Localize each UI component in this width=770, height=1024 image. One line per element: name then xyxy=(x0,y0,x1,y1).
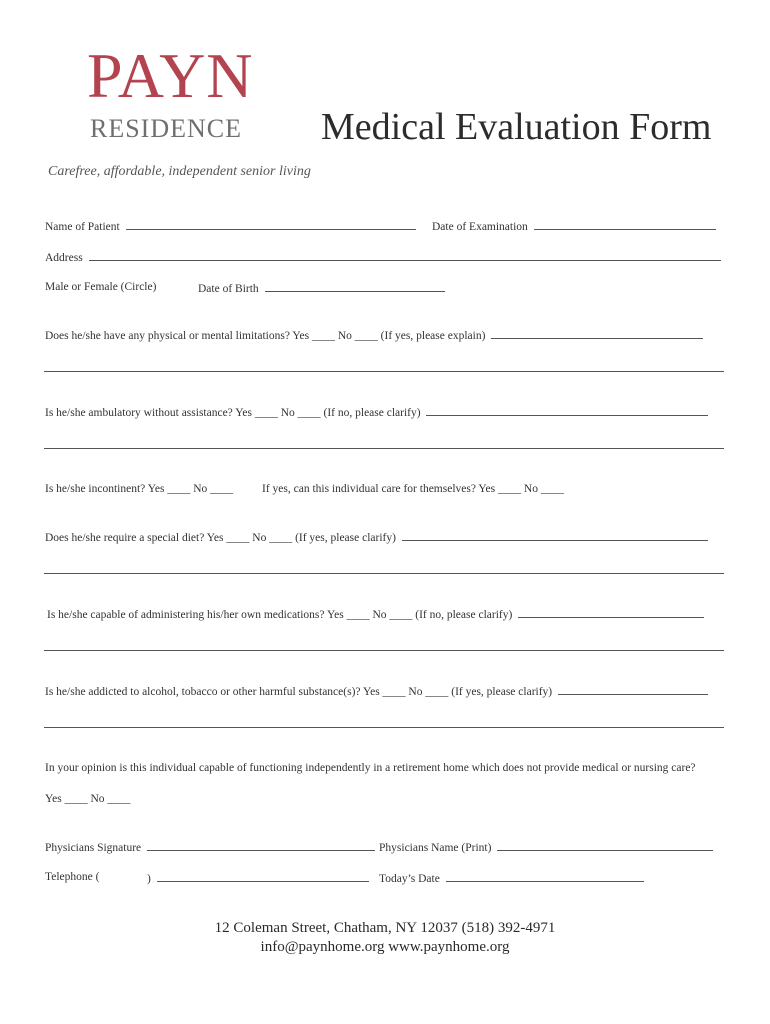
todays-date-field[interactable] xyxy=(446,871,644,882)
question-independent-living: In your opinion is this individual capable of functioning independently in a retirement home which does not provide medical or nursing care? xyxy=(45,762,696,774)
answer-line[interactable] xyxy=(44,727,724,728)
telephone-paren: ) xyxy=(147,873,151,885)
question-text: Is he/she ambulatory without assistance? Yes ____ No ____ (If no, please clarify) xyxy=(45,407,421,419)
address-field[interactable] xyxy=(89,250,721,261)
date-of-examination-field[interactable] xyxy=(534,219,716,230)
independent-living-answer[interactable]: Yes ____ No ____ xyxy=(45,793,131,805)
date-of-birth-label: Date of Birth xyxy=(198,283,259,295)
telephone-label: Telephone ( xyxy=(45,871,100,883)
sex-label[interactable]: Male or Female (Circle) xyxy=(45,281,157,293)
date-of-birth-field[interactable] xyxy=(265,281,445,292)
question-ambulatory xyxy=(45,405,708,419)
tagline: Carefree, affordable, independent senior living xyxy=(48,164,311,179)
answer-line[interactable] xyxy=(44,448,724,449)
address-row xyxy=(45,250,721,264)
footer-contact: info@paynhome.org www.paynhome.org xyxy=(260,939,510,955)
physician-name-field[interactable] xyxy=(497,840,713,851)
answer-line[interactable] xyxy=(44,371,724,372)
question-incontinent: Is he/she incontinent? Yes ____ No ____ xyxy=(45,483,234,495)
todays-date-row xyxy=(379,871,644,885)
question-addiction xyxy=(45,684,708,698)
date-of-birth-row xyxy=(198,281,445,295)
footer-address: 12 Coleman Street, Chatham, NY 12037 (518) 392-4971 xyxy=(214,920,556,936)
physician-name-label: Physicians Name (Print) xyxy=(379,842,492,854)
page-title: Medical Evaluation Form xyxy=(321,106,712,148)
clarify-field[interactable] xyxy=(518,607,704,618)
question-self-care: If yes, can this individual care for themselves? Yes ____ No ____ xyxy=(262,483,564,495)
question-text: Does he/she have any physical or mental limitations? Yes ____ No ____ (If yes, please explain) xyxy=(45,330,486,342)
address-label: Address xyxy=(45,252,83,264)
name-of-patient-label: Name of Patient xyxy=(45,221,120,233)
question-text: Is he/she addicted to alcohol, tobacco or other harmful substance(s)? Yes ____ No ____ (If yes, please clarify) xyxy=(45,686,553,698)
area-code-field[interactable] xyxy=(101,871,104,883)
clarify-field[interactable] xyxy=(426,405,708,416)
explain-field[interactable] xyxy=(491,328,703,339)
question-medications xyxy=(47,607,704,621)
physician-signature-label: Physicians Signature xyxy=(45,842,142,854)
telephone-field[interactable] xyxy=(157,871,369,882)
name-of-patient-field[interactable] xyxy=(126,219,416,230)
question-text: Is he/she capable of administering his/her own medications? Yes ____ No ____ (If no, please clarify) xyxy=(47,609,513,621)
physician-signature-row xyxy=(45,840,375,854)
logo-residence: RESIDENCE xyxy=(90,114,242,143)
physician-signature-field[interactable] xyxy=(147,840,375,851)
date-of-examination-label: Date of Examination xyxy=(432,221,528,233)
question-physical-limitations xyxy=(45,328,703,342)
clarify-field[interactable] xyxy=(402,530,708,541)
date-of-examination-row xyxy=(432,219,716,233)
answer-line[interactable] xyxy=(44,650,724,651)
question-text: Does he/she require a special diet? Yes ____ No ____ (If yes, please clarify) xyxy=(45,532,396,544)
question-special-diet xyxy=(45,530,708,544)
clarify-field[interactable] xyxy=(558,684,708,695)
todays-date-label: Today’s Date xyxy=(379,873,440,885)
logo-payn: PAYN xyxy=(87,40,254,111)
name-of-patient-row xyxy=(45,219,416,233)
answer-line[interactable] xyxy=(44,573,724,574)
telephone-row xyxy=(147,871,369,885)
physician-name-row xyxy=(379,840,713,854)
